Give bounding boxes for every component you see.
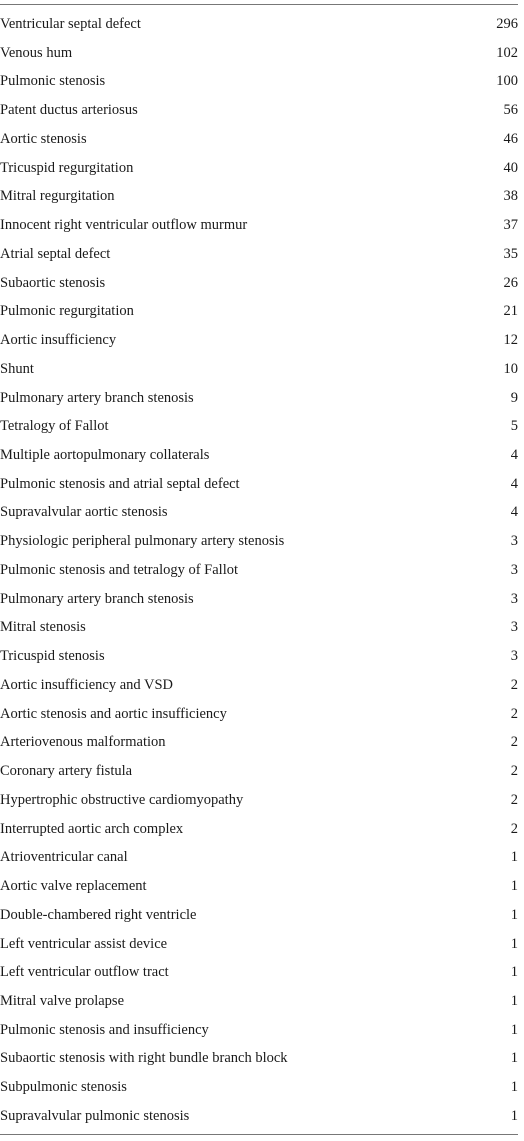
count-cell: 1 bbox=[510, 964, 518, 981]
count-cell: 1 bbox=[510, 992, 518, 1009]
count-cell: 1 bbox=[510, 1050, 518, 1067]
table-row bbox=[0, 527, 518, 556]
condition-cell: Pulmonic stenosis and insufficiency bbox=[0, 1021, 209, 1038]
table-row bbox=[0, 441, 518, 470]
count-cell: 2 bbox=[510, 705, 518, 722]
count-cell: 3 bbox=[510, 648, 518, 665]
condition-cell: Pulmonary artery branch stenosis bbox=[0, 389, 194, 406]
count-cell: 9 bbox=[510, 389, 518, 406]
table-row bbox=[0, 958, 518, 987]
condition-cell: Tetralogy of Fallot bbox=[0, 418, 109, 435]
count-cell: 1 bbox=[510, 906, 518, 923]
condition-cell: Mitral valve prolapse bbox=[0, 992, 125, 1009]
table-row bbox=[0, 815, 518, 844]
table-row bbox=[0, 671, 518, 700]
count-cell: 10 bbox=[503, 360, 518, 377]
count-cell: 100 bbox=[496, 73, 518, 90]
table-row bbox=[0, 1073, 518, 1102]
condition-cell: Ventricular septal defect bbox=[0, 16, 141, 32]
table-row bbox=[0, 154, 518, 183]
condition-cell: Left ventricular outflow tract bbox=[0, 964, 169, 981]
condition-cell: Pulmonic stenosis bbox=[0, 73, 106, 90]
table-row bbox=[0, 269, 518, 298]
condition-cell: Innocent right ventricular outflow murmur bbox=[0, 217, 248, 234]
condition-cell: Atrioventricular canal bbox=[0, 849, 128, 866]
condition-cell: Coronary artery fistula bbox=[0, 763, 133, 780]
condition-cell: Interrupted aortic arch complex bbox=[0, 820, 184, 837]
table-row bbox=[0, 470, 518, 499]
table-row bbox=[0, 182, 518, 211]
table-row bbox=[0, 700, 518, 729]
table-row bbox=[0, 240, 518, 269]
table-row bbox=[0, 872, 518, 901]
table-row bbox=[0, 901, 518, 930]
count-cell: 1 bbox=[510, 1107, 518, 1124]
condition-cell: Subaortic stenosis bbox=[0, 274, 106, 291]
condition-count-table bbox=[0, 10, 518, 1131]
count-cell: 35 bbox=[503, 245, 518, 262]
table-row bbox=[0, 326, 518, 355]
count-cell: 4 bbox=[510, 504, 518, 521]
condition-cell: Pulmonic regurgitation bbox=[0, 303, 134, 320]
condition-cell: Physiologic peripheral pulmonary artery stenosis bbox=[0, 533, 285, 550]
count-cell: 37 bbox=[503, 217, 518, 234]
condition-cell: Multiple aortopulmonary collaterals bbox=[0, 447, 210, 464]
count-cell: 3 bbox=[510, 561, 518, 578]
table-row bbox=[0, 642, 518, 671]
condition-cell: Tricuspid stenosis bbox=[0, 648, 105, 665]
table-row bbox=[0, 757, 518, 786]
condition-cell: Arteriovenous malformation bbox=[0, 734, 166, 751]
count-cell: 12 bbox=[503, 332, 518, 349]
condition-cell: Pulmonary artery branch stenosis bbox=[0, 590, 194, 607]
count-cell: 3 bbox=[510, 590, 518, 607]
condition-cell: Hypertrophic obstructive cardiomyopathy bbox=[0, 791, 244, 808]
condition-cell: Supravalvular aortic stenosis bbox=[0, 504, 168, 521]
condition-cell: Aortic insufficiency and VSD bbox=[0, 676, 174, 693]
condition-cell: Aortic stenosis and aortic insufficiency bbox=[0, 705, 227, 722]
condition-cell: Subaortic stenosis with right bundle branch block bbox=[0, 1050, 288, 1067]
condition-cell: Tricuspid regurgitation bbox=[0, 159, 134, 176]
condition-cell: Atrial septal defect bbox=[0, 245, 111, 262]
table-row bbox=[0, 843, 518, 872]
table-row bbox=[0, 1044, 518, 1073]
count-cell: 21 bbox=[503, 303, 518, 320]
count-cell: 2 bbox=[510, 791, 518, 808]
condition-cell: Aortic valve replacement bbox=[0, 878, 147, 895]
count-cell: 2 bbox=[510, 763, 518, 780]
table-row bbox=[0, 412, 518, 441]
table-row bbox=[0, 585, 518, 614]
count-cell: 1 bbox=[510, 1021, 518, 1038]
condition-cell: Patent ductus arteriosus bbox=[0, 102, 138, 119]
table-row bbox=[0, 498, 518, 527]
condition-cell: Aortic stenosis bbox=[0, 130, 87, 147]
count-cell: 1 bbox=[510, 878, 518, 895]
table-row bbox=[0, 556, 518, 585]
table-row bbox=[0, 728, 518, 757]
table-row bbox=[0, 67, 518, 96]
table-row bbox=[0, 613, 518, 642]
count-cell: 1 bbox=[510, 849, 518, 866]
count-cell: 1 bbox=[510, 1079, 518, 1096]
table-row bbox=[0, 355, 518, 384]
count-cell: 4 bbox=[510, 447, 518, 464]
condition-cell: Shunt bbox=[0, 360, 34, 377]
condition-cell: Subpulmonic stenosis bbox=[0, 1079, 127, 1096]
table-bottom-rule bbox=[0, 1134, 518, 1135]
table-row bbox=[0, 96, 518, 125]
condition-cell: Double-chambered right ventricle bbox=[0, 906, 197, 923]
condition-cell: Left ventricular assist device bbox=[0, 935, 168, 952]
count-cell: 3 bbox=[510, 533, 518, 550]
table-top-rule bbox=[0, 4, 518, 5]
count-cell: 2 bbox=[510, 734, 518, 751]
count-cell: 38 bbox=[503, 188, 518, 205]
count-cell: 1 bbox=[510, 935, 518, 952]
table-row bbox=[0, 384, 518, 413]
table-row bbox=[0, 987, 518, 1016]
count-cell: 296 bbox=[496, 16, 518, 32]
table-row bbox=[0, 39, 518, 68]
condition-cell: Pulmonic stenosis and atrial septal defect bbox=[0, 475, 240, 492]
condition-cell: Mitral regurgitation bbox=[0, 188, 115, 205]
table-row bbox=[0, 786, 518, 815]
condition-cell: Pulmonic stenosis and tetralogy of Fallot bbox=[0, 561, 239, 578]
count-cell: 102 bbox=[496, 44, 518, 61]
count-cell: 46 bbox=[503, 130, 518, 147]
count-cell: 3 bbox=[510, 619, 518, 636]
table-row bbox=[0, 211, 518, 240]
table-body bbox=[0, 10, 518, 1131]
count-cell: 26 bbox=[503, 274, 518, 291]
count-cell: 56 bbox=[503, 102, 518, 119]
count-cell: 4 bbox=[510, 475, 518, 492]
table-row bbox=[0, 125, 518, 154]
condition-cell: Mitral stenosis bbox=[0, 619, 86, 636]
count-cell: 5 bbox=[510, 418, 518, 435]
table-row bbox=[0, 297, 518, 326]
count-cell: 2 bbox=[510, 820, 518, 837]
condition-cell: Aortic insufficiency bbox=[0, 332, 117, 349]
condition-cell: Venous hum bbox=[0, 44, 73, 61]
count-cell: 40 bbox=[503, 159, 518, 176]
table-row bbox=[0, 10, 518, 39]
table-row bbox=[0, 1016, 518, 1045]
table-row bbox=[0, 930, 518, 959]
table-row bbox=[0, 1102, 518, 1131]
condition-cell: Supravalvular pulmonic stenosis bbox=[0, 1107, 190, 1124]
count-cell: 2 bbox=[510, 676, 518, 693]
